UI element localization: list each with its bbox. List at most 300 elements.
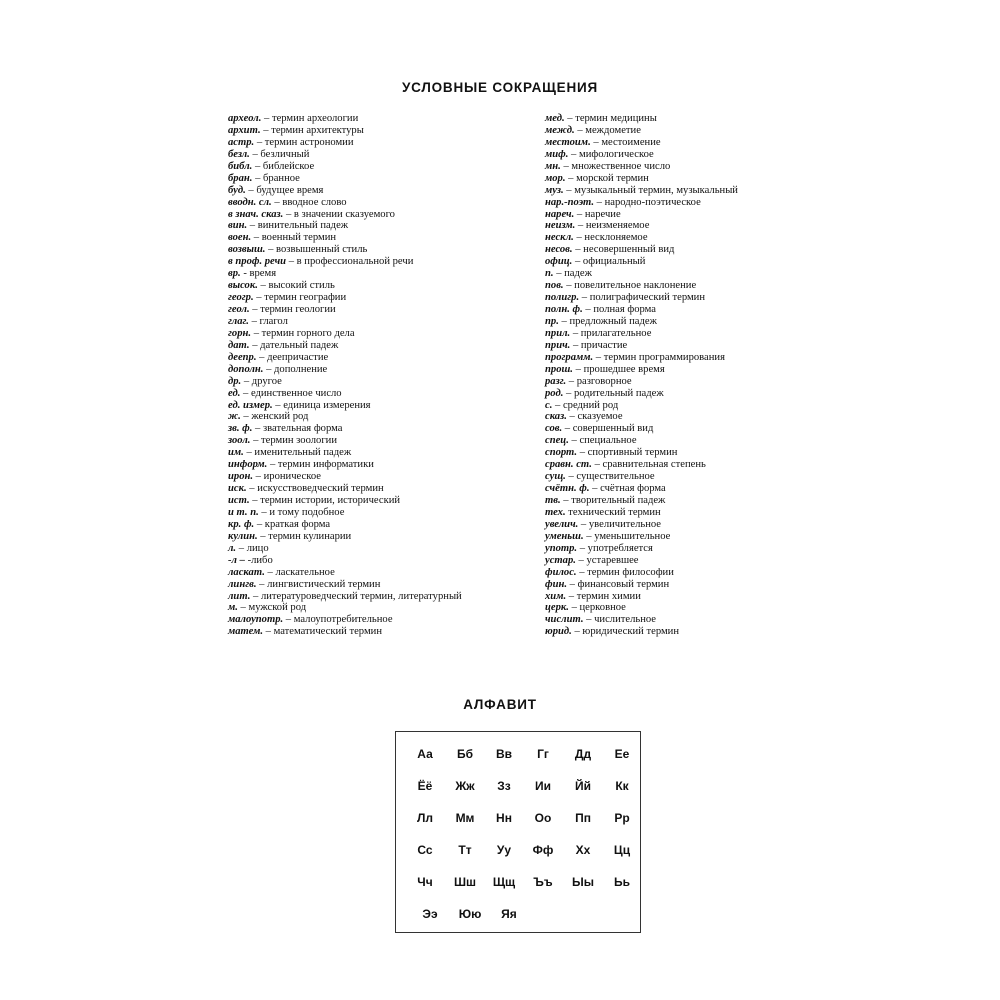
abbreviation-definition: – уменьшительное <box>583 530 671 542</box>
abbreviation-definition: – причастие <box>570 339 628 351</box>
abbreviation-term: употр. <box>545 542 578 554</box>
abbreviation-entry <box>545 543 845 555</box>
abbreviation-entry <box>545 364 845 376</box>
abbreviation-entry <box>228 423 528 435</box>
abbreviation-term: п. <box>545 268 554 280</box>
abbreviation-entry <box>545 471 845 483</box>
abbreviation-term: разг. <box>545 375 567 387</box>
abbreviation-entry <box>545 376 845 388</box>
abbreviation-definition: – сравнительная степень <box>591 459 706 471</box>
abbreviation-entry <box>545 579 845 591</box>
abbreviation-definition: – термин философии <box>576 566 674 578</box>
abbreviation-definition: – несклоняемое <box>573 232 648 244</box>
abbreviation-entry <box>545 567 845 579</box>
abbreviation-term: иск. <box>228 483 247 495</box>
abbreviation-entry <box>545 591 845 603</box>
abbreviation-term: межд. <box>545 124 575 136</box>
abbreviation-term: церк. <box>545 602 569 614</box>
abbreviation-entry <box>228 495 528 507</box>
abbreviation-definition: – лицо <box>236 542 269 554</box>
abbreviation-definition: – единственное число <box>240 387 342 399</box>
abbreviation-term: программ. <box>545 351 594 363</box>
abbreviation-entry <box>545 209 845 221</box>
abbreviation-term: ирон. <box>228 471 254 483</box>
abbreviation-term: прич. <box>545 339 571 351</box>
abbreviation-term: тв. <box>545 495 561 506</box>
abbreviation-term: бран. <box>228 172 253 184</box>
abbreviation-term: прил. <box>545 327 571 339</box>
abbreviation-definition: – предложный падеж <box>558 315 657 327</box>
abbreviation-term: буд. <box>228 184 246 196</box>
abbreviation-entry <box>228 471 528 483</box>
abbreviation-definition: – библейское <box>252 160 315 172</box>
abbreviation-entry <box>545 352 845 364</box>
alphabet-table <box>395 731 641 933</box>
alphabet-letter: Йй <box>574 779 591 793</box>
abbreviation-definition: – мужской род <box>237 602 307 614</box>
alphabet-letter: Ии <box>534 779 551 793</box>
abbreviation-entry <box>228 626 528 638</box>
abbreviation-entry <box>228 459 528 471</box>
abbreviation-definition: – женский род <box>240 411 309 423</box>
abbreviation-definition: – употребляется <box>577 542 653 554</box>
abbreviation-entry <box>545 602 845 614</box>
abbreviation-entry <box>228 256 528 268</box>
abbreviation-term: ласкат. <box>228 566 265 578</box>
abbreviation-term: хим. <box>545 590 567 602</box>
abbreviation-definition: – малоупотребительное <box>283 614 393 626</box>
abbreviation-definition: – военный термин <box>251 232 337 244</box>
abbreviation-entry <box>228 602 528 614</box>
abbreviation-entry <box>545 280 845 292</box>
abbreviation-entry <box>545 459 845 471</box>
abbreviation-entry <box>228 447 528 459</box>
alphabet-letter: Яя <box>501 907 517 921</box>
alphabet-letter: Пп <box>575 811 591 825</box>
abbreviation-definition: – термин геологии <box>249 304 336 315</box>
alphabet-letter: Жж <box>455 779 475 793</box>
abbreviation-entry <box>228 543 528 555</box>
alphabet-letter: Шш <box>453 875 477 889</box>
abbreviation-term: возвыш. <box>228 244 266 256</box>
abbreviation-definition: – падеж <box>553 268 592 280</box>
abbreviation-definition: – термин горного дела <box>251 327 355 339</box>
abbreviation-term: деепр. <box>228 351 257 363</box>
abbreviation-term: кр. ф. <box>228 518 255 530</box>
abbreviation-definition: – церковное <box>568 602 626 614</box>
abbreviation-definition: – дополнение <box>263 363 328 375</box>
abbreviation-definition: – повелительное наклонение <box>563 280 697 292</box>
abbreviation-entry <box>545 256 845 268</box>
abbreviation-entry <box>545 137 845 149</box>
abbreviation-term: род. <box>545 387 564 399</box>
abbreviation-definition: – морской термин <box>565 172 649 184</box>
abbreviation-definition: – будущее время <box>245 184 324 196</box>
alphabet-letter: Чч <box>417 875 433 889</box>
abbreviation-definition: – винительный падеж <box>247 220 349 232</box>
abbreviation-entry <box>545 555 845 567</box>
abbreviation-entry <box>228 435 528 447</box>
abbreviation-entry <box>228 197 528 209</box>
abbreviation-entry <box>545 531 845 543</box>
abbreviation-entry <box>228 411 528 423</box>
abbreviation-term: глаг. <box>228 315 249 327</box>
abbreviation-term: устар. <box>545 554 576 566</box>
abbreviation-definition: – термин кулинарии <box>257 530 352 542</box>
abbreviation-definition: – глагол <box>248 315 288 327</box>
abbreviation-entry <box>228 579 528 591</box>
abbreviation-definition: – совершенный вид <box>562 423 654 435</box>
alphabet-letter: Зз <box>497 779 511 793</box>
abbreviation-term: мор. <box>545 172 566 184</box>
abbreviation-term: ед. <box>228 387 241 399</box>
abbreviation-definition: – разговорное <box>566 375 632 387</box>
abbreviation-term: сравн. ст. <box>545 459 592 471</box>
abbreviation-entry <box>545 125 845 137</box>
abbreviation-entry <box>545 507 845 519</box>
abbreviation-entry <box>545 292 845 304</box>
abbreviation-entry <box>545 173 845 185</box>
abbreviation-entry <box>228 591 528 603</box>
abbreviation-definition: – юридический термин <box>571 626 680 638</box>
abbreviation-definition: – неизменяемое <box>575 220 650 232</box>
abbreviation-entry <box>228 388 528 400</box>
abbreviation-definition: – в значении сказуемого <box>283 208 395 220</box>
alphabet-letter: Оо <box>534 811 552 825</box>
alphabet-letter: Хх <box>575 843 591 857</box>
abbreviation-definition: - время <box>240 268 277 280</box>
abbreviation-term: вин. <box>228 220 248 232</box>
abbreviation-definition: – дательный падеж <box>249 339 339 351</box>
abbreviation-definition: – и тому подобное <box>258 506 345 518</box>
abbreviation-entry <box>228 376 528 388</box>
abbreviation-entry <box>545 411 845 423</box>
alphabet-letter: Бб <box>456 747 474 761</box>
abbreviation-term: пов. <box>545 280 564 292</box>
abbreviation-term: прош. <box>545 363 573 375</box>
abbreviation-term: фин. <box>545 578 568 590</box>
abbreviation-entry <box>545 447 845 459</box>
alphabet-letter: Ээ <box>422 907 438 921</box>
alphabet-title: АЛФАВИТ <box>463 697 537 712</box>
abbreviation-entry <box>228 244 528 256</box>
abbreviation-entry <box>228 555 528 567</box>
abbreviation-entry <box>228 352 528 364</box>
abbreviation-entry <box>228 137 528 149</box>
abbreviation-entry <box>228 614 528 626</box>
abbreviation-entry <box>545 614 845 626</box>
abbreviation-entry <box>545 244 845 256</box>
abbreviation-definition: – термин химии <box>566 590 641 602</box>
abbreviation-entry <box>228 507 528 519</box>
abbreviation-term: полн. ф. <box>545 304 583 315</box>
abbreviation-definition: – официальный <box>572 256 646 268</box>
abbreviation-entry <box>545 519 845 531</box>
alphabet-letter: Дд <box>574 747 592 761</box>
abbreviation-entry <box>545 483 845 495</box>
abbreviation-term: лингв. <box>228 578 257 590</box>
abbreviation-definition: – мифологическое <box>568 148 654 160</box>
abbreviation-entry <box>545 495 845 507</box>
abbreviation-term: малоупотр. <box>228 614 284 626</box>
abbreviation-term: счётн. ф. <box>545 483 590 495</box>
abbreviation-definition: – устаревшее <box>575 554 639 566</box>
alphabet-letter: Сс <box>417 843 433 857</box>
alphabet-letter: Рр <box>614 811 630 825</box>
abbreviation-term: мед. <box>545 113 565 124</box>
abbreviation-term: с. <box>545 399 553 411</box>
abbreviation-term: дат. <box>228 339 250 351</box>
abbreviation-definition: – существительное <box>565 471 655 483</box>
abbreviation-term: высок. <box>228 280 258 292</box>
alphabet-letter: Юю <box>458 907 482 921</box>
abbreviation-term: муз. <box>545 184 564 196</box>
alphabet-letter: Щщ <box>492 875 516 889</box>
abbreviation-definition: – местоимение <box>590 136 661 148</box>
alphabet-letter: Цц <box>613 843 631 857</box>
alphabet-letter: Ёё <box>417 779 433 793</box>
abbreviation-entry <box>545 113 845 125</box>
abbreviation-entry <box>545 328 845 340</box>
abbreviation-entry <box>228 113 528 125</box>
abbreviation-term: воен. <box>228 232 252 244</box>
abbreviation-term: -л – <box>228 554 245 566</box>
alphabet-letter: Ьь <box>613 875 630 889</box>
abbreviation-entry <box>228 185 528 197</box>
abbreviation-definition: – высокий стиль <box>257 280 335 292</box>
abbreviation-definition: – музыкальный термин, музыкальный <box>563 184 738 196</box>
abbreviation-term: в проф. речи <box>228 256 287 268</box>
abbreviation-term: зоол. <box>228 435 251 447</box>
abbreviation-definition: – именительный падеж <box>243 447 352 459</box>
abbreviation-definition: – творительный падеж <box>560 495 666 506</box>
abbreviation-entry <box>545 423 845 435</box>
alphabet-letter: Уу <box>496 843 512 857</box>
abbreviation-entry <box>228 364 528 376</box>
abbreviation-term: лит. <box>228 590 251 602</box>
abbreviation-term: в знач. сказ. <box>228 208 284 220</box>
abbreviation-term: информ. <box>228 459 268 471</box>
abbreviation-entry <box>228 567 528 579</box>
alphabet-letter: Фф <box>532 843 554 857</box>
abbreviation-entry <box>545 197 845 209</box>
alphabet-letter: Вв <box>495 747 513 761</box>
abbreviation-definition: -либо <box>244 554 273 566</box>
abbreviation-definition: – полная форма <box>582 304 657 315</box>
abbreviation-term: м. <box>228 602 238 614</box>
abbreviation-term: и т. п. <box>228 506 259 518</box>
abbreviation-definition: – бранное <box>252 172 300 184</box>
abbreviation-definition: – литературоведческий термин, литературный <box>250 590 462 602</box>
abbreviation-term: несов. <box>545 244 573 256</box>
abbreviation-entry <box>228 125 528 137</box>
abbreviation-entry <box>228 316 528 328</box>
abbreviation-term: сказ. <box>545 411 567 423</box>
alphabet-letter: Аа <box>417 747 433 761</box>
abbreviation-definition: – народно-поэтическое <box>593 196 701 208</box>
abbreviation-definition: – полиграфический термин <box>579 292 706 304</box>
abbreviation-definition: – междометие <box>574 124 641 136</box>
abbreviation-definition: – множественное число <box>560 160 671 172</box>
abbreviation-definition: – вводное слово <box>271 196 347 208</box>
abbreviation-entry <box>545 400 845 412</box>
abbreviation-definition: – прилагательное <box>570 327 652 339</box>
abbreviation-definition: – ласкательное <box>264 566 335 578</box>
abbreviation-definition: – краткая форма <box>254 518 331 530</box>
abbreviation-entry <box>228 400 528 412</box>
abbreviation-entry <box>228 483 528 495</box>
abbreviation-term: геол. <box>228 304 250 315</box>
abbreviation-term: числит. <box>545 614 584 626</box>
alphabet-letter: Ыы <box>572 875 594 889</box>
abbreviation-definition: – термин программирования <box>593 351 725 363</box>
abbreviation-definition: – математический термин <box>263 626 382 638</box>
abbreviation-definition: технический термин <box>565 506 661 518</box>
abbreviation-entry <box>545 161 845 173</box>
abbreviation-term: ж. <box>228 411 241 423</box>
alphabet-letter: Мм <box>455 811 475 825</box>
abbreviation-term: им. <box>228 447 244 459</box>
abbreviation-entry <box>545 232 845 244</box>
abbreviation-definition: – наречие <box>574 208 621 220</box>
abbreviation-term: сущ. <box>545 471 566 483</box>
abbreviation-entry <box>228 220 528 232</box>
abbreviation-definition: – сказуемое <box>566 411 623 423</box>
abbreviation-term: офиц. <box>545 256 573 268</box>
abbreviation-definition: – средний род <box>552 399 619 411</box>
abbreviations-left-column <box>228 113 528 638</box>
abbreviation-entry <box>545 185 845 197</box>
abbreviation-definition: – финансовый термин <box>567 578 670 590</box>
abbreviation-entry <box>228 161 528 173</box>
abbreviation-term: юрид. <box>545 626 572 638</box>
abbreviation-term: ист. <box>228 495 250 506</box>
alphabet-letter: Ъъ <box>533 875 553 889</box>
abbreviation-term: неизм. <box>545 220 576 232</box>
abbreviation-entry <box>228 340 528 352</box>
abbreviation-entry <box>228 519 528 531</box>
abbreviation-term: кулин. <box>228 530 258 542</box>
abbreviation-definition: – искусствоведческий термин <box>246 483 384 495</box>
abbreviation-term: увелич. <box>545 518 579 530</box>
abbreviation-entry <box>228 232 528 244</box>
abbreviation-definition: – термин информатики <box>267 459 374 471</box>
abbreviation-term: нар.-поэт. <box>545 196 594 208</box>
alphabet-letter: Тт <box>458 843 472 857</box>
abbreviation-definition: – безличный <box>249 148 310 160</box>
abbreviation-definition: – родительный падеж <box>563 387 664 399</box>
abbreviation-entry <box>545 316 845 328</box>
abbreviation-definition: – термин географии <box>253 292 347 304</box>
abbreviations-right-column <box>545 113 845 638</box>
abbreviation-term: археол. <box>228 113 262 124</box>
abbreviation-definition: – термин астрономии <box>254 136 354 148</box>
abbreviation-entry <box>545 268 845 280</box>
abbreviation-definition: – лингвистический термин <box>256 578 381 590</box>
abbreviation-entry <box>228 531 528 543</box>
abbreviation-definition: – возвышенный стиль <box>265 244 368 256</box>
abbreviation-entry <box>545 304 845 316</box>
abbreviation-term: астр. <box>228 136 255 148</box>
abbreviation-term: горн. <box>228 327 252 339</box>
abbreviation-entry <box>228 292 528 304</box>
alphabet-letter: Кк <box>615 779 629 793</box>
abbreviation-definition: – другое <box>241 375 282 387</box>
abbreviation-definition: – термин археологии <box>261 113 359 124</box>
abbreviation-term: пр. <box>545 315 559 327</box>
abbreviation-term: нареч. <box>545 208 575 220</box>
alphabet-letter: Ее <box>614 747 630 761</box>
abbreviation-term: зв. ф. <box>228 423 253 435</box>
abbreviation-definition: – деепричастие <box>256 351 329 363</box>
abbreviations-title: УСЛОВНЫЕ СОКРАЩЕНИЯ <box>401 80 599 95</box>
abbreviation-term: сов. <box>545 423 563 435</box>
abbreviation-term: ед. измер. <box>228 399 273 411</box>
abbreviation-term: матем. <box>228 626 263 638</box>
abbreviation-definition: – прошедшее время <box>572 363 665 375</box>
abbreviation-definition: – увеличительное <box>578 518 662 530</box>
abbreviation-definition: – специальное <box>568 435 637 447</box>
abbreviation-term: геогр. <box>228 292 254 304</box>
abbreviation-entry <box>228 268 528 280</box>
abbreviation-term: филос. <box>545 566 577 578</box>
abbreviation-term: др. <box>228 375 242 387</box>
abbreviation-term: вр. <box>228 268 241 280</box>
abbreviation-definition: – счётная форма <box>589 483 666 495</box>
alphabet-letter: Лл <box>416 811 434 825</box>
abbreviation-definition: – термин медицины <box>564 113 657 124</box>
abbreviation-term: дополн. <box>228 363 264 375</box>
abbreviation-term: л. <box>228 542 237 554</box>
abbreviation-definition: – спортивный термин <box>577 447 678 459</box>
abbreviation-term: архит. <box>228 124 261 136</box>
abbreviation-term: тех. <box>545 506 566 518</box>
abbreviation-entry <box>545 626 845 638</box>
abbreviation-term: местоим. <box>545 136 591 148</box>
alphabet-letter: Нн <box>496 811 512 825</box>
abbreviation-entry <box>228 149 528 161</box>
abbreviation-definition: – числительное <box>583 614 657 626</box>
abbreviation-entry <box>228 173 528 185</box>
abbreviation-entry <box>545 435 845 447</box>
abbreviation-term: библ. <box>228 160 253 172</box>
abbreviation-definition: – звательная форма <box>252 423 343 435</box>
abbreviation-entry <box>545 388 845 400</box>
abbreviation-definition: – термин истории, исторический <box>249 495 401 506</box>
abbreviation-definition: – несовершенный вид <box>572 244 675 256</box>
abbreviation-term: спец. <box>545 435 569 447</box>
abbreviation-entry <box>545 149 845 161</box>
abbreviation-definition: – в профессиональной речи <box>286 256 414 268</box>
abbreviation-term: вводн. сл. <box>228 196 272 208</box>
abbreviation-entry <box>228 209 528 221</box>
abbreviation-definition: – единица измерения <box>272 399 371 411</box>
abbreviation-term: нескл. <box>545 232 574 244</box>
abbreviation-entry <box>545 340 845 352</box>
abbreviation-term: мн. <box>545 160 561 172</box>
alphabet-letter: Гг <box>537 747 549 761</box>
abbreviation-term: миф. <box>545 148 569 160</box>
abbreviation-entry <box>545 220 845 232</box>
abbreviation-entry <box>228 304 528 316</box>
abbreviation-term: полигр. <box>545 292 580 304</box>
abbreviation-term: безл. <box>228 148 250 160</box>
abbreviation-definition: – термин зоологии <box>250 435 338 447</box>
abbreviation-entry <box>228 328 528 340</box>
abbreviation-entry <box>228 280 528 292</box>
abbreviation-term: спорт. <box>545 447 578 459</box>
abbreviation-term: уменьш. <box>545 530 584 542</box>
